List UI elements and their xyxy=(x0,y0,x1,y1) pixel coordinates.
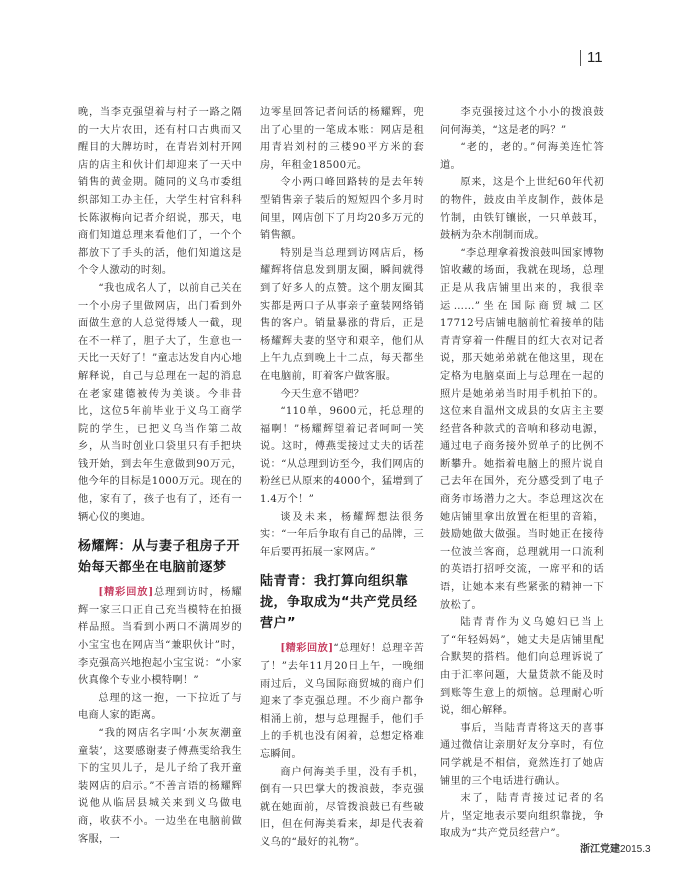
section-heading-yang-yaohui: 杨耀辉：从与妻子租房子开始每天都坐在电脑前逐梦 xyxy=(78,539,241,576)
column-1 xyxy=(78,104,242,845)
paragraph: 今天生意不错吧？ xyxy=(280,388,365,400)
paragraph: “李总理拿着拨浪鼓叫国家博物馆收藏的场面，我就在现场，总理正是从我店铺里出来的，我很幸运……”坐在国际商贸城二区17712号店铺电脑前忙着接单的陆青青穿着一件醒目的红大衣对记者说，那天她弟弟就在他这里，现在定格为电脑桌面上与总理在一起的照片是她弟弟当时用手机拍下的。这位来自温州文成县的女店主主要经营各种款式的音响和移动电源，通过电子商务接外贸单子的比例不断攀升。她指着电脑上的照片说自己去年在国外，充分感受到了电子商务市场潜力之大。李总理这次在她店铺里拿出放置在柜里的音箱，鼓励她做大做强。当时她正在接待一位波兰客商，总理就用一口流利的英语打招呼交流，一席平和的话语，让她本来有些紧张的精神一下放松了。 xyxy=(440,247,604,611)
paragraph: “老的，老的。”何海美连忙答道。 xyxy=(440,142,604,171)
column-3 xyxy=(440,104,604,840)
paragraph: 边零星回答记者问话的杨耀辉，兜出了心里的一笔成本账：网店是租用青岩刘村的三楼90平方米的套房，年租金18500元。 xyxy=(260,107,424,171)
paragraph: 特别是当总理到访网店后，杨耀辉将信息发到朋友圈，瞬间就得到了好多人的点赞。这个朋友圈其实都是两口子从事亲子童装网络销售的客户。销量暴涨的背后，正是杨耀辉夫妻的坚守和艰辛，他们从上午九点到晚上十二点，每天都坐在电脑前，盯着客户做客服。 xyxy=(260,247,424,382)
paragraph: 末了，陆青青接过记者的名片，坚定地表示要向组织靠拢，争取成为“共产党员经营户”。 xyxy=(440,793,604,840)
paragraph: 晚，当李克强望着与村子一路之隔的一大片农田，还有村口古典而又醒目的大牌坊时，在青岩刘村开网店的店主和伙计们却迎来了一天中销售的黄金期。随同的义乌市委组织部知工办主任，大学生村官科科长陈淑梅向记者介绍说，那天，电商们知道总理来看他们了，一个个都放下了手头的活，他们知道这是个令人激动的时刻。 xyxy=(78,107,242,277)
page-number: 11 xyxy=(580,50,603,66)
paragraph: 原来，这是个上世纪60年代初的物件，鼓皮由羊皮制作，鼓体是竹制，由铁钉镶嵌，一只单鼓耳，鼓柄为杂木削制而成。 xyxy=(440,177,604,242)
highlight-tag: [精彩回放] xyxy=(280,642,334,655)
paragraph-text: “总理好！总理辛苦了！”去年11月20日上午，一晚细雨过后，义乌国际商贸城的商户们迎来了李克强总理。不少商户都争相涌上前，想与总理握手，他们手上的手机也没有闲着，总想定格难忘瞬间。 xyxy=(260,643,424,760)
column-2 xyxy=(260,104,424,848)
issue-number: 2015.3 xyxy=(620,844,651,855)
paragraph: 事后，当陆青青将这天的喜事通过微信让亲朋好友分享时，有位同学就是不相信，竟然连打了她店铺里的三个电话进行确认。 xyxy=(440,722,604,787)
paragraph: 商户何海美手里，没有手机，倒有一只巴掌大的拨浪鼓，李克强就在她面前，尽管拨浪鼓已有些破旧，但在何海美看来，却是代表着义乌的“最好的礼物”。 xyxy=(260,766,424,848)
paragraph-text: 总理到访时，杨耀辉一家三口正自己充当模特在拍摄样品照。当看到小两口不满周岁的小宝宝也在网店当“兼职伙计”时，李克强高兴地抱起小宝宝说：“小家伙真像个专业小模特啊！” xyxy=(78,587,242,687)
paragraph: 谈及未来，杨耀辉想法很务实：“一年后争取有自己的品牌，三年后要再拓展一家网店。” xyxy=(260,511,424,558)
paragraph-with-tag xyxy=(78,584,242,690)
page-footer xyxy=(580,840,651,855)
paragraph: 令小两口峰回路转的是去年转型销售亲子装后的短短四个多月时间里，网店创下了月均20多万元的销售额。 xyxy=(260,177,424,242)
paragraph: “110单，9600元，托总理的福啊！”杨耀辉望着记者呵呵一笑说。这时，傅燕雯接过丈夫的话茬说：“从总理到访至今，我们网店的粉丝已从原来的4000个，猛增到了1.4万个！” xyxy=(260,406,424,506)
magazine-logo: 浙江党建 xyxy=(580,844,620,855)
paragraph-with-tag xyxy=(260,640,424,763)
paragraph: “我也成名人了，以前自己关在一个小房子里做网店，出门看到外面做生意的人总觉得矮人一截，现在不一样了，胆子大了，生意也一天比一天好了！”童志达发自内心地解释说，自己与总理在一起的消息在老家建德被传为美谈。今非昔比，这位5年前毕业于义乌工商学院的学生，已把义乌当作第二故乡，从当时创业口袋里只有手把块钱开始，到去年生意做到90万元，他今年的目标是1000万元。现在的他，家有了，孩子也有了，还有一辆心仪的奥迪。 xyxy=(78,282,242,523)
highlight-tag: [精彩回放] xyxy=(98,586,154,599)
paragraph: 总理的这一抱，一下拉近了与电商人家的距离。 xyxy=(78,692,242,722)
paragraph: 陆青青作为义乌媳妇已当上了“年轻妈妈”，她丈夫是店铺里配合默契的搭档。他们向总理诉说了由于汇率问题，大量货款不能及时到账等生意上的烦恼。总理耐心听说，细心解释。 xyxy=(440,617,604,717)
paragraph: 李克强接过这个小小的拨浪鼓问何海美，“这是老的吗？” xyxy=(440,107,604,136)
paragraph: “我的网店名字叫‘小灰灰潮童童装’，这要感谢妻子傅燕雯给我生下的宝贝儿子，是儿子给了我开童装网店的启示。”不善言语的杨耀辉说他从临居县城关来到义乌做电商，收获不小。一边坐在电脑前做客服，一 xyxy=(78,728,242,845)
section-heading-lu-qingqing: 陆青青：我打算向组织靠拢，争取成为“共产党员经营户” xyxy=(260,574,418,632)
